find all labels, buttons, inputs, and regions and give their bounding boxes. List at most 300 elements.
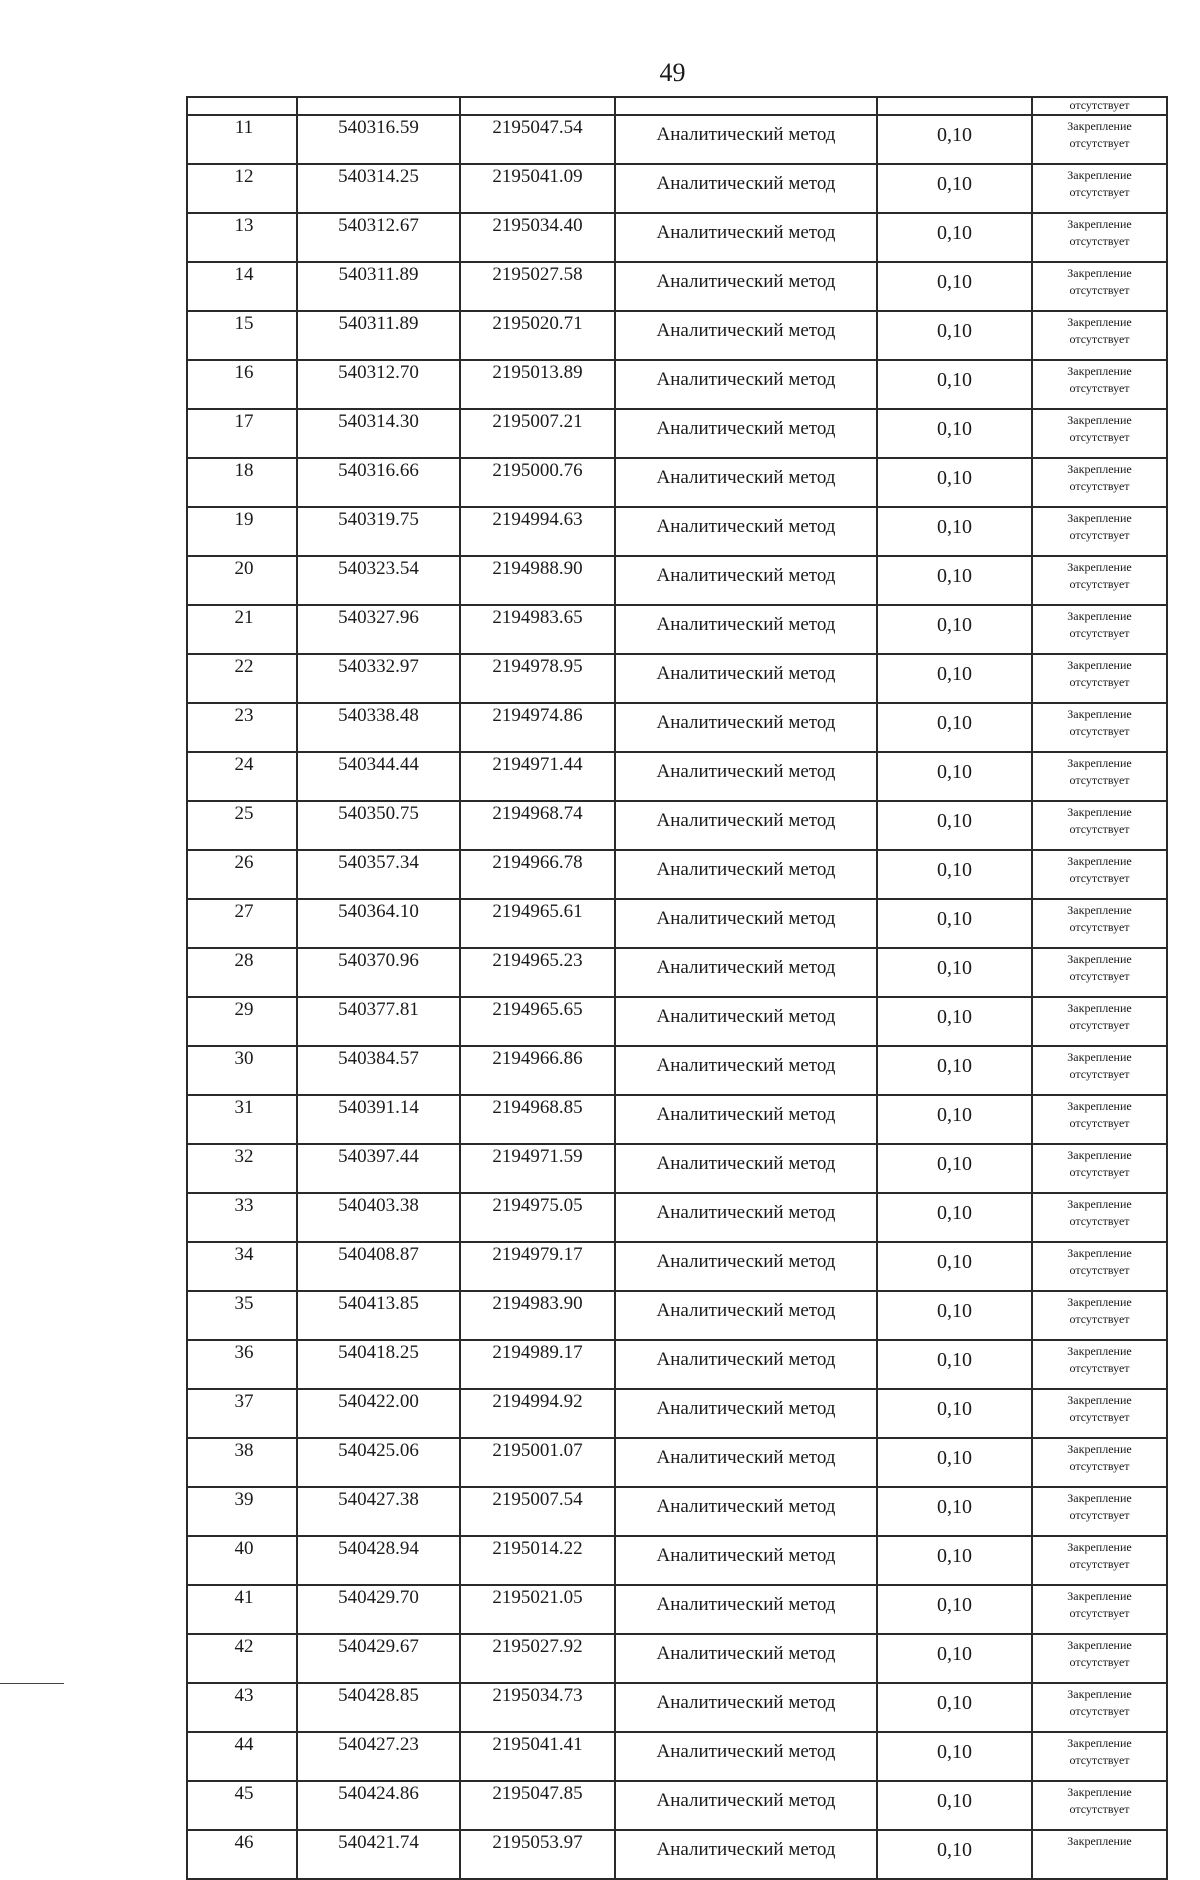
table-row	[187, 1291, 1167, 1340]
y-coordinate-cell: 2195000.76	[460, 458, 615, 507]
method-cell: Аналитический метод	[615, 1585, 877, 1634]
note-line-1: Закрепление	[1067, 1540, 1132, 1554]
method-cell: Аналитический метод	[615, 1242, 877, 1291]
method-cell: Аналитический метод	[615, 605, 877, 654]
note-line-1: Закрепление	[1067, 462, 1132, 476]
point-number-cell: 40	[187, 1536, 297, 1585]
method-cell: Аналитический метод	[615, 1389, 877, 1438]
method-cell: Аналитический метод	[615, 1683, 877, 1732]
point-number-cell: 11	[187, 115, 297, 164]
method-cell: Аналитический метод	[615, 262, 877, 311]
note-line-2: отсутствует	[1069, 871, 1130, 885]
note-cell	[1032, 1536, 1167, 1585]
x-coordinate-cell: 540403.38	[297, 1193, 460, 1242]
point-number-cell: 15	[187, 311, 297, 360]
accuracy-cell: 0,10	[877, 850, 1032, 899]
point-number-cell: 21	[187, 605, 297, 654]
note-cell	[1032, 115, 1167, 164]
x-coordinate-cell: 540316.66	[297, 458, 460, 507]
note-line-1: Закрепление	[1067, 1393, 1132, 1407]
note-cell	[1032, 1830, 1167, 1879]
table-row	[187, 752, 1167, 801]
y-coordinate-cell: 2195007.54	[460, 1487, 615, 1536]
note-cell	[1032, 458, 1167, 507]
accuracy-cell: 0,10	[877, 1830, 1032, 1879]
x-coordinate-cell: 540424.86	[297, 1781, 460, 1830]
x-coordinate-cell: 540428.94	[297, 1536, 460, 1585]
table-row	[187, 605, 1167, 654]
y-coordinate-cell: 2194971.44	[460, 752, 615, 801]
table-row	[187, 1389, 1167, 1438]
point-number-cell: 43	[187, 1683, 297, 1732]
y-coordinate-cell: 2195047.85	[460, 1781, 615, 1830]
method-cell: Аналитический метод	[615, 360, 877, 409]
note-cell	[1032, 1634, 1167, 1683]
accuracy-cell: 0,10	[877, 1781, 1032, 1830]
table-top-row	[187, 97, 1167, 115]
accuracy-cell: 0,10	[877, 1634, 1032, 1683]
method-cell: Аналитический метод	[615, 1095, 877, 1144]
method-cell: Аналитический метод	[615, 507, 877, 556]
table-row	[187, 360, 1167, 409]
note-line-2: отсутствует	[1069, 332, 1130, 346]
table-row	[187, 1438, 1167, 1487]
point-number-cell: 16	[187, 360, 297, 409]
note-cell	[1032, 409, 1167, 458]
note-line-2: отсутствует	[1069, 381, 1130, 395]
x-coordinate-cell: 540413.85	[297, 1291, 460, 1340]
y-coordinate-cell: 2194968.85	[460, 1095, 615, 1144]
note-line-1: Закрепление	[1067, 658, 1132, 672]
method-cell: Аналитический метод	[615, 115, 877, 164]
note-line-2: отсутствует	[1069, 675, 1130, 689]
accuracy-cell: 0,10	[877, 1683, 1032, 1732]
note-cell	[1032, 703, 1167, 752]
table-row	[187, 458, 1167, 507]
point-number-cell: 20	[187, 556, 297, 605]
method-cell: Аналитический метод	[615, 899, 877, 948]
point-number-cell: 33	[187, 1193, 297, 1242]
y-coordinate-cell: 2194965.61	[460, 899, 615, 948]
note-cell	[1032, 1487, 1167, 1536]
note-line-2: отсутствует	[1069, 136, 1130, 150]
y-coordinate-cell: 2194968.74	[460, 801, 615, 850]
note-line-1: Закрепление	[1067, 119, 1132, 133]
method-cell: Аналитический метод	[615, 1438, 877, 1487]
table-row	[187, 801, 1167, 850]
method-cell: Аналитический метод	[615, 752, 877, 801]
method-cell: Аналитический метод	[615, 997, 877, 1046]
y-coordinate-cell: 2194966.78	[460, 850, 615, 899]
point-number-cell: 30	[187, 1046, 297, 1095]
note-cell	[1032, 850, 1167, 899]
point-number-cell: 36	[187, 1340, 297, 1389]
accuracy-cell: 0,10	[877, 1193, 1032, 1242]
point-number-cell: 29	[187, 997, 297, 1046]
note-cell	[1032, 1046, 1167, 1095]
note-cell	[1032, 262, 1167, 311]
note-cell	[1032, 1144, 1167, 1193]
note-cell	[1032, 654, 1167, 703]
method-cell: Аналитический метод	[615, 311, 877, 360]
note-line-1: Закрепление	[1067, 1050, 1132, 1064]
top-row-note: отсутствует	[1032, 97, 1167, 115]
point-number-cell: 27	[187, 899, 297, 948]
note-cell	[1032, 1438, 1167, 1487]
point-number-cell: 23	[187, 703, 297, 752]
method-cell: Аналитический метод	[615, 1634, 877, 1683]
note-cell	[1032, 1732, 1167, 1781]
x-coordinate-cell: 540429.70	[297, 1585, 460, 1634]
note-cell	[1032, 997, 1167, 1046]
note-line-2: отсутствует	[1069, 185, 1130, 199]
table-row	[187, 507, 1167, 556]
y-coordinate-cell: 2194983.65	[460, 605, 615, 654]
note-line-2: отсутствует	[1069, 430, 1130, 444]
note-cell	[1032, 801, 1167, 850]
table-row	[187, 850, 1167, 899]
note-line-1: Закрепление	[1067, 1834, 1132, 1848]
table-row	[187, 1585, 1167, 1634]
note-cell	[1032, 1781, 1167, 1830]
x-coordinate-cell: 540418.25	[297, 1340, 460, 1389]
method-cell: Аналитический метод	[615, 1732, 877, 1781]
x-coordinate-cell: 540384.57	[297, 1046, 460, 1095]
table-row	[187, 556, 1167, 605]
accuracy-cell: 0,10	[877, 360, 1032, 409]
note-cell	[1032, 556, 1167, 605]
accuracy-cell: 0,10	[877, 1585, 1032, 1634]
note-line-2: отсутствует	[1069, 724, 1130, 738]
note-line-2: отсутствует	[1069, 1459, 1130, 1473]
table-row	[187, 1340, 1167, 1389]
method-cell: Аналитический метод	[615, 1830, 877, 1879]
point-number-cell: 14	[187, 262, 297, 311]
table-row	[187, 311, 1167, 360]
note-cell	[1032, 1340, 1167, 1389]
point-number-cell: 32	[187, 1144, 297, 1193]
note-cell	[1032, 360, 1167, 409]
accuracy-cell: 0,10	[877, 948, 1032, 997]
accuracy-cell: 0,10	[877, 1438, 1032, 1487]
accuracy-cell: 0,10	[877, 1095, 1032, 1144]
x-coordinate-cell: 540344.44	[297, 752, 460, 801]
x-coordinate-cell: 540427.23	[297, 1732, 460, 1781]
x-coordinate-cell: 540332.97	[297, 654, 460, 703]
note-line-1: Закрепление	[1067, 413, 1132, 427]
x-coordinate-cell: 540425.06	[297, 1438, 460, 1487]
note-line-1: Закрепление	[1067, 1197, 1132, 1211]
point-number-cell: 19	[187, 507, 297, 556]
table-row	[187, 1193, 1167, 1242]
note-line-2: отсутствует	[1069, 1802, 1130, 1816]
note-line-1: Закрепление	[1067, 1099, 1132, 1113]
accuracy-cell: 0,10	[877, 311, 1032, 360]
table-row	[187, 213, 1167, 262]
note-cell	[1032, 164, 1167, 213]
accuracy-cell: 0,10	[877, 409, 1032, 458]
accuracy-cell: 0,10	[877, 1732, 1032, 1781]
method-cell: Аналитический метод	[615, 703, 877, 752]
note-line-2: отсутствует	[1069, 1165, 1130, 1179]
note-line-2: отсутствует	[1069, 234, 1130, 248]
y-coordinate-cell: 2194994.63	[460, 507, 615, 556]
table-row	[187, 262, 1167, 311]
note-cell	[1032, 1095, 1167, 1144]
method-cell: Аналитический метод	[615, 948, 877, 997]
note-cell	[1032, 948, 1167, 997]
table-cell	[460, 97, 615, 115]
note-line-1: Закрепление	[1067, 1785, 1132, 1799]
accuracy-cell: 0,10	[877, 213, 1032, 262]
accuracy-cell: 0,10	[877, 801, 1032, 850]
table-row	[187, 1242, 1167, 1291]
table-body	[187, 97, 1167, 1879]
method-cell: Аналитический метод	[615, 164, 877, 213]
note-line-1: Закрепление	[1067, 1344, 1132, 1358]
note-line-1: Закрепление	[1067, 1001, 1132, 1015]
x-coordinate-cell: 540338.48	[297, 703, 460, 752]
table-row	[187, 654, 1167, 703]
y-coordinate-cell: 2195013.89	[460, 360, 615, 409]
note-cell	[1032, 1585, 1167, 1634]
point-number-cell: 25	[187, 801, 297, 850]
x-coordinate-cell: 540319.75	[297, 507, 460, 556]
note-line-2: отсутствует	[1069, 969, 1130, 983]
accuracy-cell: 0,10	[877, 654, 1032, 703]
table-row	[187, 1634, 1167, 1683]
note-cell	[1032, 899, 1167, 948]
note-line-1: Закрепление	[1067, 805, 1132, 819]
point-number-cell: 34	[187, 1242, 297, 1291]
point-number-cell: 37	[187, 1389, 297, 1438]
note-line-2: отсутствует	[1069, 1116, 1130, 1130]
x-coordinate-cell: 540427.38	[297, 1487, 460, 1536]
method-cell: Аналитический метод	[615, 1144, 877, 1193]
method-cell: Аналитический метод	[615, 801, 877, 850]
note-line-1: Закрепление	[1067, 609, 1132, 623]
margin-line	[0, 1683, 64, 1684]
note-line-2: отсутствует	[1069, 1410, 1130, 1424]
method-cell: Аналитический метод	[615, 1193, 877, 1242]
x-coordinate-cell: 540428.85	[297, 1683, 460, 1732]
accuracy-cell: 0,10	[877, 1340, 1032, 1389]
x-coordinate-cell: 540312.67	[297, 213, 460, 262]
table-cell	[187, 97, 297, 115]
point-number-cell: 41	[187, 1585, 297, 1634]
table-row	[187, 1732, 1167, 1781]
accuracy-cell: 0,10	[877, 1144, 1032, 1193]
y-coordinate-cell: 2195027.92	[460, 1634, 615, 1683]
note-cell	[1032, 1683, 1167, 1732]
note-line-2: отсутствует	[1069, 1704, 1130, 1718]
y-coordinate-cell: 2195014.22	[460, 1536, 615, 1585]
accuracy-cell: 0,10	[877, 1046, 1032, 1095]
method-cell: Аналитический метод	[615, 654, 877, 703]
note-line-2: отсутствует	[1069, 577, 1130, 591]
note-line-1: Закрепление	[1067, 756, 1132, 770]
method-cell: Аналитический метод	[615, 1340, 877, 1389]
y-coordinate-cell: 2195001.07	[460, 1438, 615, 1487]
x-coordinate-cell: 540377.81	[297, 997, 460, 1046]
note-line-1: Закрепление	[1067, 1491, 1132, 1505]
point-number-cell: 39	[187, 1487, 297, 1536]
accuracy-cell: 0,10	[877, 1389, 1032, 1438]
method-cell: Аналитический метод	[615, 1046, 877, 1095]
accuracy-cell: 0,10	[877, 1536, 1032, 1585]
x-coordinate-cell: 540364.10	[297, 899, 460, 948]
note-line-2: отсутствует	[1069, 1606, 1130, 1620]
note-line-2: отсутствует	[1069, 283, 1130, 297]
table-row	[187, 1046, 1167, 1095]
note-line-1: Закрепление	[1067, 1589, 1132, 1603]
point-number-cell: 38	[187, 1438, 297, 1487]
note-line-2: отсутствует	[1069, 1361, 1130, 1375]
method-cell: Аналитический метод	[615, 458, 877, 507]
x-coordinate-cell: 540350.75	[297, 801, 460, 850]
note-line-2: отсутствует	[1069, 920, 1130, 934]
note-line-1: Закрепление	[1067, 1442, 1132, 1456]
accuracy-cell: 0,10	[877, 752, 1032, 801]
y-coordinate-cell: 2194978.95	[460, 654, 615, 703]
x-coordinate-cell: 540314.30	[297, 409, 460, 458]
note-line-2: отсутствует	[1069, 1655, 1130, 1669]
page-number: 49	[659, 58, 686, 87]
coordinates-table-container	[186, 96, 1166, 1880]
accuracy-cell: 0,10	[877, 997, 1032, 1046]
y-coordinate-cell: 2195027.58	[460, 262, 615, 311]
note-line-1: Закрепление	[1067, 560, 1132, 574]
x-coordinate-cell: 540370.96	[297, 948, 460, 997]
point-number-cell: 26	[187, 850, 297, 899]
table-row	[187, 1536, 1167, 1585]
note-line-1: Закрепление	[1067, 854, 1132, 868]
accuracy-cell: 0,10	[877, 1487, 1032, 1536]
y-coordinate-cell: 2194974.86	[460, 703, 615, 752]
note-line-1: Закрепление	[1067, 952, 1132, 966]
note-line-1: Закрепление	[1067, 217, 1132, 231]
accuracy-cell: 0,10	[877, 605, 1032, 654]
point-number-cell: 46	[187, 1830, 297, 1879]
note-line-2: отсутствует	[1069, 1312, 1130, 1326]
table-row	[187, 997, 1167, 1046]
note-line-2: отсутствует	[1069, 1214, 1130, 1228]
table-row	[187, 948, 1167, 997]
y-coordinate-cell: 2195041.09	[460, 164, 615, 213]
table-cell	[297, 97, 460, 115]
note-line-2: отсутствует	[1069, 626, 1130, 640]
note-cell	[1032, 1242, 1167, 1291]
note-line-2: отсутствует	[1069, 1508, 1130, 1522]
method-cell: Аналитический метод	[615, 1291, 877, 1340]
accuracy-cell: 0,10	[877, 164, 1032, 213]
note-line-1: Закрепление	[1067, 1736, 1132, 1750]
note-line-2: отсутствует	[1069, 528, 1130, 542]
x-coordinate-cell: 540327.96	[297, 605, 460, 654]
note-line-2: отсутствует	[1069, 1557, 1130, 1571]
x-coordinate-cell: 540311.89	[297, 311, 460, 360]
y-coordinate-cell: 2195047.54	[460, 115, 615, 164]
accuracy-cell: 0,10	[877, 507, 1032, 556]
note-line-1: Закрепление	[1067, 1246, 1132, 1260]
x-coordinate-cell: 540422.00	[297, 1389, 460, 1438]
note-line-2: отсутствует	[1069, 773, 1130, 787]
accuracy-cell: 0,10	[877, 556, 1032, 605]
table-row	[187, 1487, 1167, 1536]
note-line-1: Закрепление	[1067, 511, 1132, 525]
note-line-1: Закрепление	[1067, 266, 1132, 280]
note-line-1: Закрепление	[1067, 168, 1132, 182]
x-coordinate-cell: 540314.25	[297, 164, 460, 213]
x-coordinate-cell: 540311.89	[297, 262, 460, 311]
y-coordinate-cell: 2194966.86	[460, 1046, 615, 1095]
note-cell	[1032, 1193, 1167, 1242]
note-line-1: Закрепление	[1067, 903, 1132, 917]
y-coordinate-cell: 2194971.59	[460, 1144, 615, 1193]
note-line-1: Закрепление	[1067, 364, 1132, 378]
table-cell	[615, 97, 877, 115]
note-cell	[1032, 311, 1167, 360]
point-number-cell: 35	[187, 1291, 297, 1340]
note-line-2: отсутствует	[1069, 1263, 1130, 1277]
table-row	[187, 1683, 1167, 1732]
table-row	[187, 1095, 1167, 1144]
note-cell	[1032, 1291, 1167, 1340]
y-coordinate-cell: 2194965.23	[460, 948, 615, 997]
note-line-2: отсутствует	[1069, 1067, 1130, 1081]
y-coordinate-cell: 2194965.65	[460, 997, 615, 1046]
method-cell: Аналитический метод	[615, 213, 877, 262]
point-number-cell: 31	[187, 1095, 297, 1144]
table-row	[187, 1781, 1167, 1830]
point-number-cell: 22	[187, 654, 297, 703]
method-cell: Аналитический метод	[615, 1487, 877, 1536]
note-line-1: Закрепление	[1067, 315, 1132, 329]
note-line-1: Закрепление	[1067, 1295, 1132, 1309]
table-row	[187, 1830, 1167, 1879]
note-line-2: отсутствует	[1069, 479, 1130, 493]
point-number-cell: 44	[187, 1732, 297, 1781]
x-coordinate-cell: 540316.59	[297, 115, 460, 164]
method-cell: Аналитический метод	[615, 409, 877, 458]
x-coordinate-cell: 540391.14	[297, 1095, 460, 1144]
x-coordinate-cell: 540421.74	[297, 1830, 460, 1879]
note-cell	[1032, 752, 1167, 801]
method-cell: Аналитический метод	[615, 1536, 877, 1585]
y-coordinate-cell: 2195053.97	[460, 1830, 615, 1879]
accuracy-cell: 0,10	[877, 115, 1032, 164]
point-number-cell: 24	[187, 752, 297, 801]
note-line-2: отсутствует	[1069, 1018, 1130, 1032]
x-coordinate-cell: 540357.34	[297, 850, 460, 899]
y-coordinate-cell: 2194983.90	[460, 1291, 615, 1340]
accuracy-cell: 0,10	[877, 458, 1032, 507]
note-cell	[1032, 605, 1167, 654]
y-coordinate-cell: 2195034.40	[460, 213, 615, 262]
table-row	[187, 899, 1167, 948]
point-number-cell: 42	[187, 1634, 297, 1683]
accuracy-cell: 0,10	[877, 703, 1032, 752]
note-cell	[1032, 1389, 1167, 1438]
note-line-1: Закрепление	[1067, 1638, 1132, 1652]
note-cell	[1032, 507, 1167, 556]
table-row	[187, 703, 1167, 752]
note-cell	[1032, 213, 1167, 262]
x-coordinate-cell: 540408.87	[297, 1242, 460, 1291]
y-coordinate-cell: 2195020.71	[460, 311, 615, 360]
accuracy-cell: 0,10	[877, 262, 1032, 311]
y-coordinate-cell: 2195007.21	[460, 409, 615, 458]
